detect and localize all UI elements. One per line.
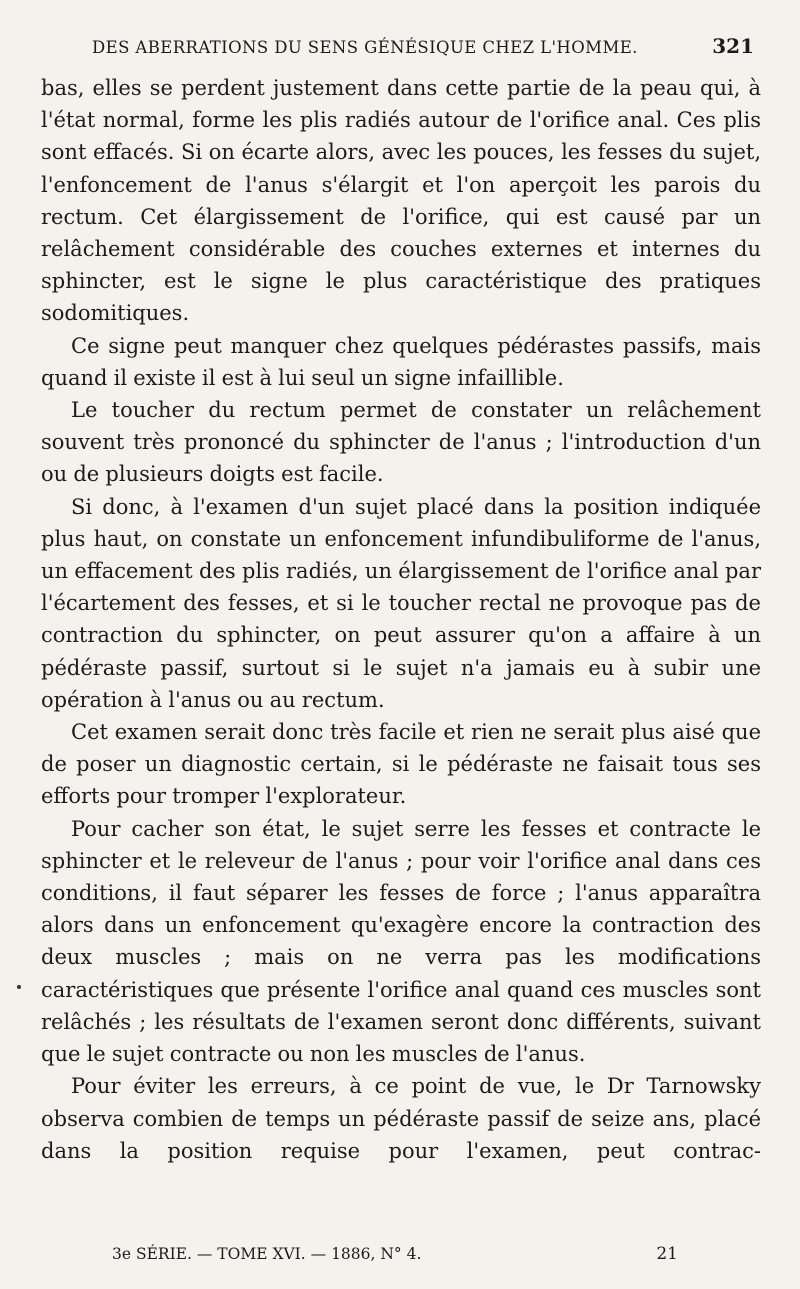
- paragraph: Si donc, à l'examen d'un sujet placé dans la position indiquée plus haut, on constate un enfoncement infundibuliforme de l'anus, un effacement des plis radiés, un élargissement de l'orifice anal par l'écartement des fesses, et si le toucher rectal ne provoque pas de contraction du sphincter, on peut assurer qu'on a affaire à un pédéraste passif, surtout si le sujet n'a jamais eu à subir une opération à l'anus ou au rectum.: [41, 494, 761, 712]
- paragraph-continues: Pour éviter les erreurs, à ce point de vue, le Dr Tarnowsky observa combien de temps un pédéraste passif de seize ans, placé dans la position requise pour l'examen, peut contrac-: [41, 1074, 761, 1163]
- page-footer: [112, 1244, 678, 1264]
- page-number: 321: [712, 34, 754, 58]
- paragraph: Le toucher du rectum permet de constater un relâchement souvent très prononcé du sphincter de l'anus ; l'introduction d'un ou de plusieurs doigts est facile.: [41, 398, 761, 487]
- paragraph: Pour cacher son état, le sujet serre les fesses et contracte le sphincter et le releveur de l'anus ; pour voir l'orifice anal dans ces conditions, il faut séparer les fesses de force ; l'anus apparaîtra alors dans un enfoncement qu'exagère encore la contraction des deux muscles ; mais on ne verra pas les modifications caractéristiques que présente l'orifice anal quand ces muscles sont relâchés ; les résultats de l'examen seront donc différents, suivant que le sujet contracte ou non les muscles de l'anus.: [41, 816, 761, 1067]
- running-header: [92, 34, 754, 58]
- ink-speck: [17, 985, 21, 989]
- paragraph: Ce signe peut manquer chez quelques pédérastes passifs, mais quand il existe il est à lui seul un signe infaillible.: [41, 333, 761, 390]
- paragraph-continued: bas, elles se perdent justement dans cette partie de la peau qui, à l'état normal, forme les plis radiés autour de l'orifice anal. Ces plis sont effacés. Si on écarte alors, avec les pouces, les fesses du sujet, l'enfoncement de l'anus s'élargit et l'on aperçoit les parois du rectum. Cet élargissement de l'orifice, qui est causé par un relâchement considérable des couches externes et internes du sphincter, est le signe le plus caractéristique des pratiques sodomitiques.: [41, 76, 761, 326]
- running-title: DES ABERRATIONS DU SENS GÉNÉSIQUE CHEZ L'HOMME.: [92, 38, 638, 57]
- series-note: 3e SÉRIE. — TOME XVI. — 1886, N° 4.: [112, 1245, 422, 1263]
- body-text: [41, 72, 761, 1167]
- paragraph: Cet examen serait donc très facile et rien ne serait plus aisé que de poser un diagnostic certain, si le pédéraste ne faisait tous ses efforts pour tromper l'explorateur.: [41, 720, 761, 809]
- signature-mark: 21: [656, 1244, 678, 1264]
